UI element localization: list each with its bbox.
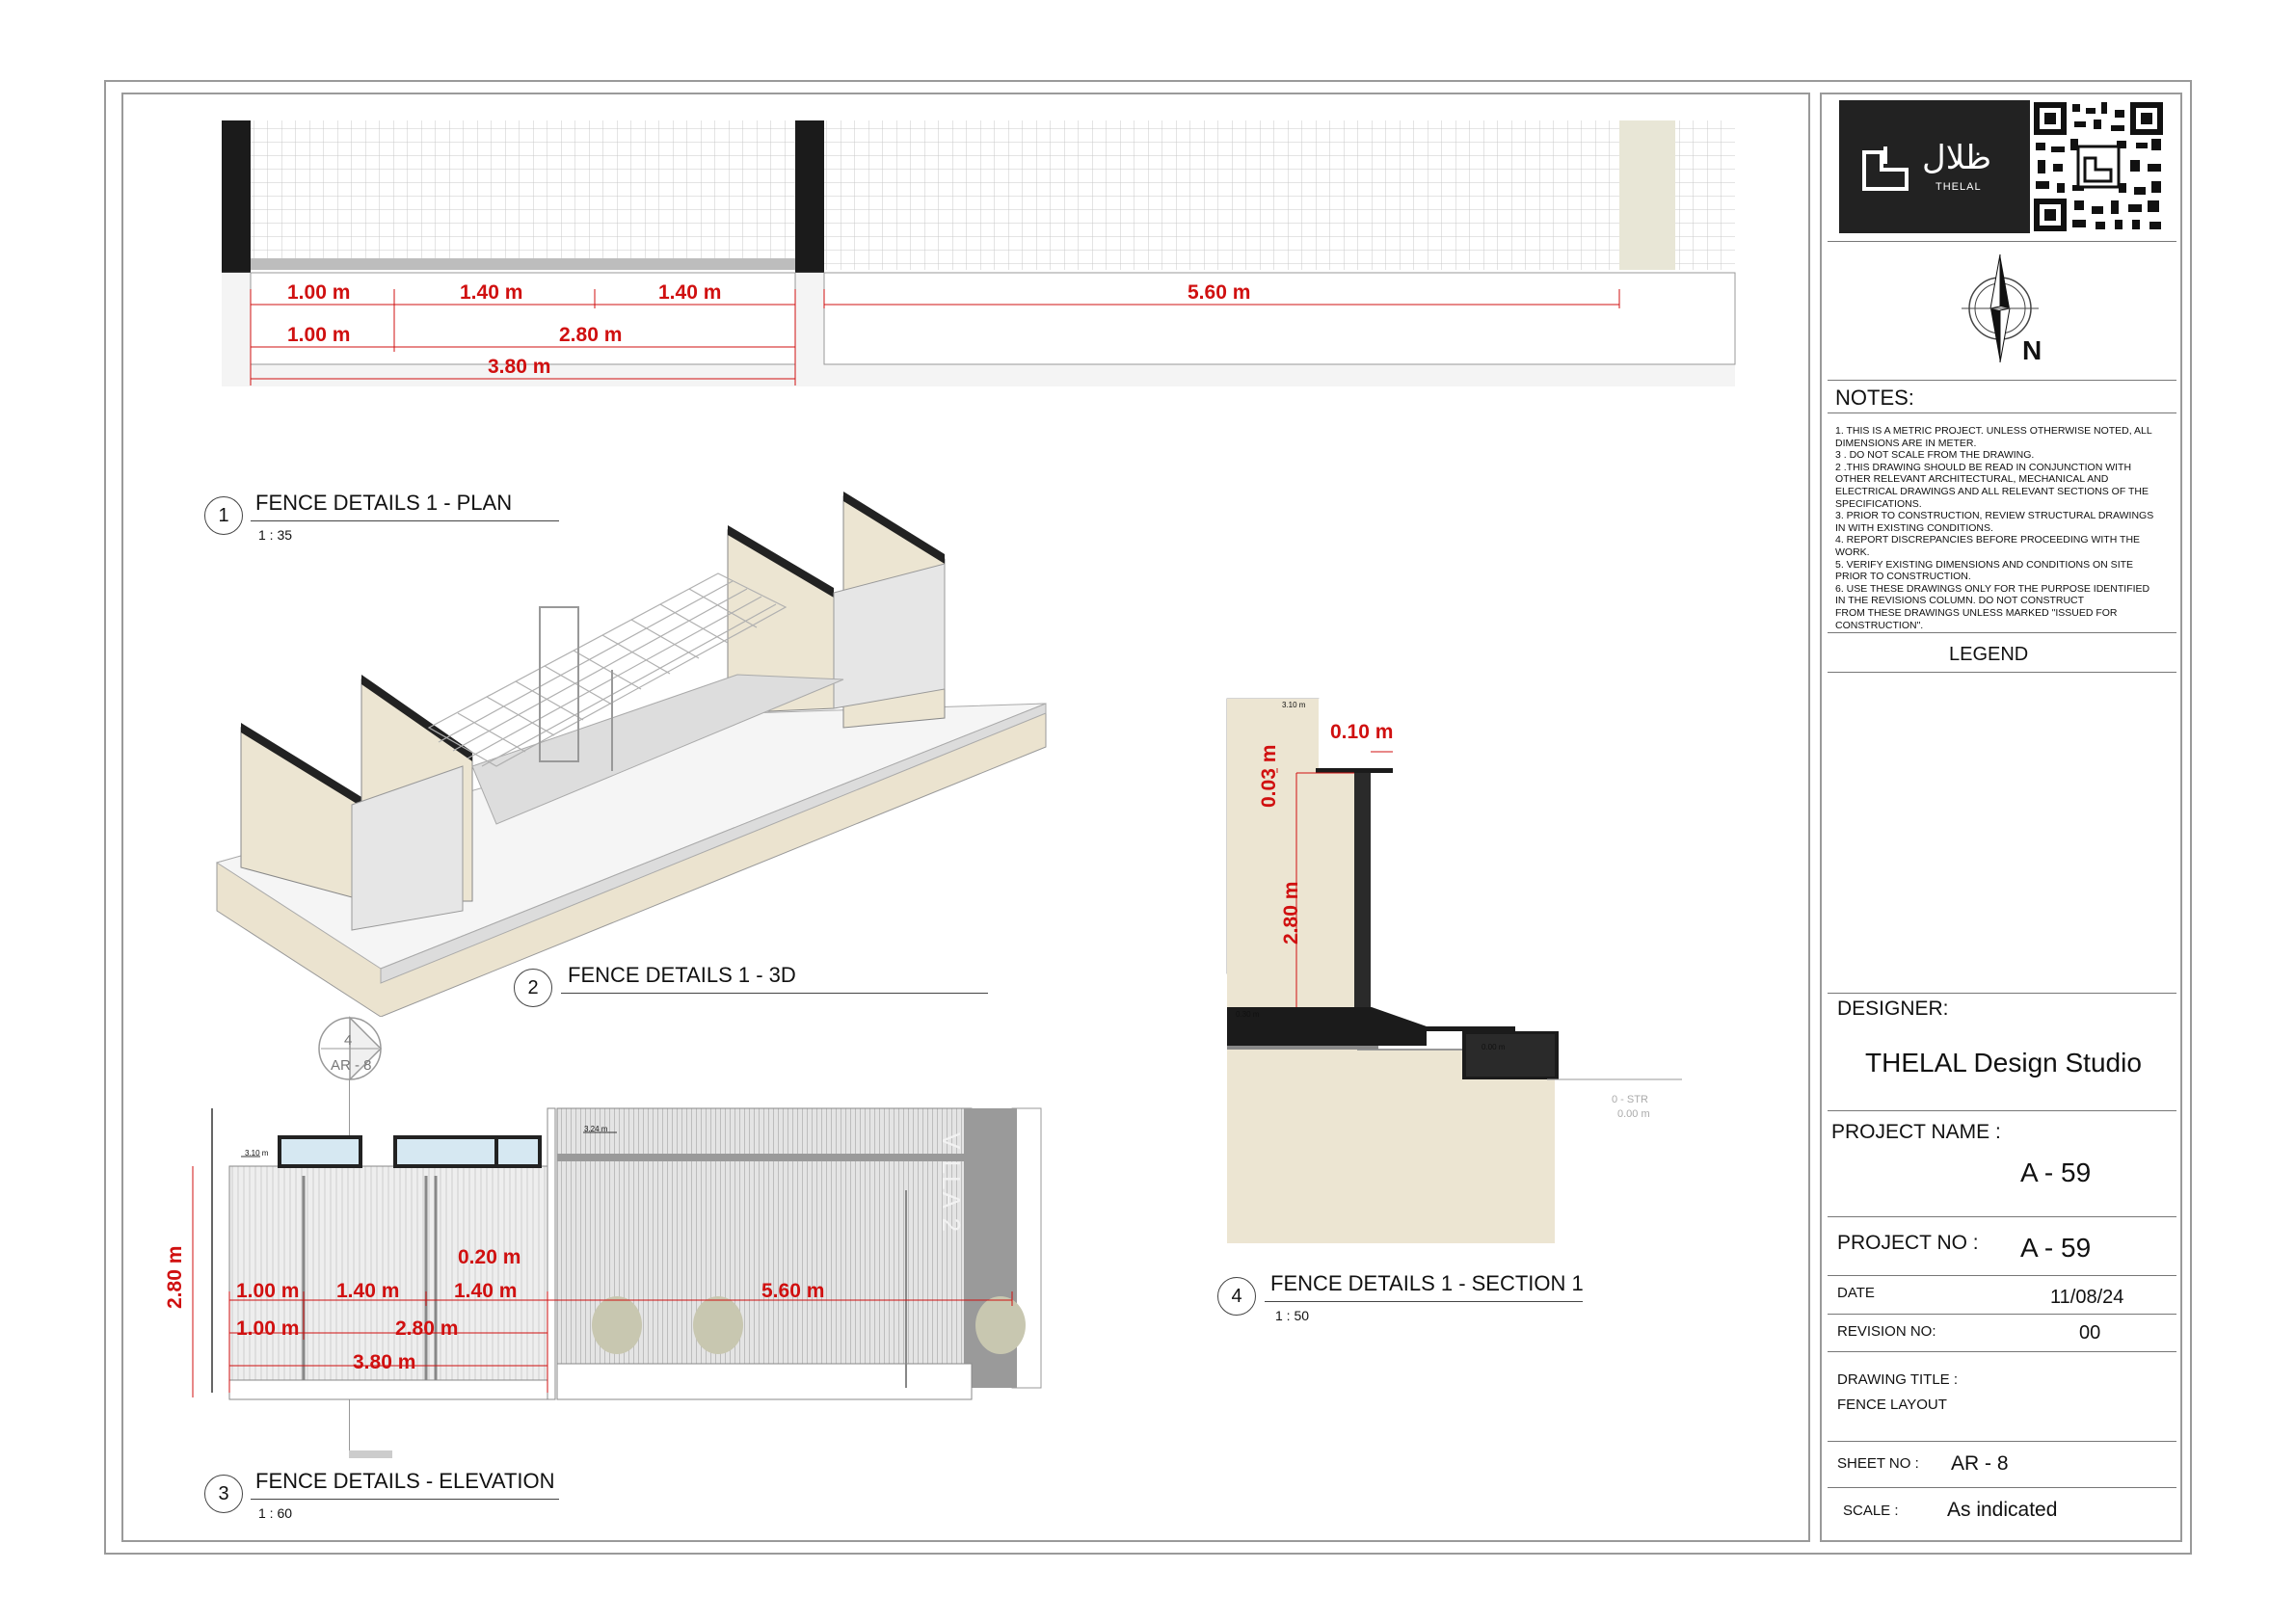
view-3-number: 3 [204,1475,243,1513]
section-level-base: 0.30 m [1236,1010,1260,1019]
section-str-value: 0.00 m [1617,1108,1650,1120]
elevation-dim-2: 1.40 m [336,1280,400,1302]
sheet-no-value: AR - 8 [1951,1452,2009,1475]
elevation-dim-4: 5.60 m [761,1280,825,1302]
elevation-height-dim: 2.80 m [164,1245,186,1309]
project-no-label: PROJECT NO : [1837,1232,1979,1254]
notes-heading: NOTES: [1835,386,1914,410]
elevation-dim-6: 2.80 m [395,1317,459,1340]
revision-label: REVISION NO: [1837,1323,1936,1340]
plan-dim-7: 3.80 m [488,356,551,378]
elevation-dim-1: 1.00 m [236,1280,300,1302]
elevation-gap-dim: 0.20 m [458,1246,521,1268]
plan-dim-4: 5.60 m [1188,281,1251,304]
logo-latin: THELAL [1936,181,1982,193]
sheet-no-label: SHEET NO : [1837,1455,1919,1472]
plan-dim-1: 1.00 m [287,281,351,304]
plan-column-left [222,120,251,273]
logo-arabic: ظلال [1922,139,1992,177]
section-level-top: 3.10 m [1282,701,1306,709]
elevation-dim-5: 1.00 m [236,1317,300,1340]
view-1-title: FENCE DETAILS 1 - PLAN [255,491,513,515]
scale-value: As indicated [1947,1499,2058,1521]
isometric-3d-drawing [207,477,1055,1017]
view-1-scale: 1 : 35 [258,527,293,543]
plan-dim-5: 1.00 m [287,324,351,346]
qr-code-icon [2032,100,2165,233]
revision-value: 00 [2079,1322,2101,1344]
view-3-scale: 1 : 60 [258,1505,293,1521]
view-1-number: 1 [204,496,243,535]
drawing-title-value: FENCE LAYOUT [1837,1397,1947,1413]
section-drawing [1219,694,1701,1253]
section-cap-dim: 0.03 m [1258,744,1280,808]
elevation-level-right: 3.24 m [584,1125,608,1133]
section-marker-number: 4 [344,1032,353,1049]
project-name-value: A - 59 [2020,1157,2092,1187]
plan-drawing [212,116,1754,472]
elevation-dim-3: 1.40 m [454,1280,518,1302]
project-name-label: PROJECT NAME : [1831,1121,2001,1143]
plan-column-mid [795,120,824,273]
logo [1839,100,2030,233]
section-height-dim: 2.80 m [1280,881,1302,945]
view-4-scale: 1 : 50 [1275,1308,1310,1323]
plan-dim-6: 2.80 m [559,324,623,346]
date-label: DATE [1837,1285,1875,1301]
elevation-dim-7: 3.80 m [353,1351,416,1373]
plan-dim-3: 1.40 m [658,281,722,304]
legend-heading: LEGEND [1949,644,2029,665]
elevation-drawing [183,1104,1051,1431]
section-level-ground: 0.00 m [1482,1043,1506,1051]
view-2-title: FENCE DETAILS 1 - 3D [568,963,796,987]
north-label: N [2022,335,2042,365]
section-str-label: 0 - STR [1612,1094,1648,1105]
drawing-title-label: DRAWING TITLE : [1837,1371,1959,1388]
section-marker-sheet: AR - 8 [331,1057,372,1074]
scale-label: SCALE : [1843,1503,1899,1519]
notes-text: 1. THIS IS A METRIC PROJECT. UNLESS OTHERWISE NOTED, ALL DIMENSIONS ARE IN METER. 3 . DO NOT SCALE FROM THE DRAWING. 2 .THIS DRAWING SHOULD BE READ IN CONJUNCTION WITH OTHER RELEVANT ARCHITECTURAL, MECHANICAL AND ELECTRICAL DRAWINGS AND ALL RELEVANT SECTIONS OF THE SPECIFICATIONS. 3. PRIOR TO CONSTRUCTION, REVIEW STRUCTURAL DRAWINGS IN WITH EXISTING CONDITIONS. 4. REPORT DISCREPANCIES BEFORE PROCEEDING WITH THE WORK. 5. VERIFY EXISTING DIMENSIONS AND CONDITIONS ON SITE PRIOR TO CONSTRUCTION. 6. USE THESE DRAWINGS ONLY FOR THE PURPOSE IDENTIFIED IN THE REVISIONS COLUMN. DO NOT CONSTRUCT FROM THESE DRAWINGS UNLESS MARKED "ISSUED FOR CONSTRUCTION". [1835,425,2154,631]
view-2-number: 2 [514,969,552,1007]
villa-label: V LLA 2 [937,1132,966,1235]
date-value: 11/08/24 [2050,1287,2124,1308]
elevation-level-left: 3.10 m [245,1149,269,1157]
project-no-value: A - 59 [2020,1233,2092,1263]
designer-label: DESIGNER: [1837,998,1949,1020]
logo-mark-icon [1860,143,1910,193]
designer-value: THELAL Design Studio [1865,1048,2142,1078]
section-top-width-dim: 0.10 m [1330,721,1394,743]
view-3-title: FENCE DETAILS - ELEVATION [255,1469,555,1493]
view-4-number: 4 [1217,1277,1256,1316]
plan-dim-2: 1.40 m [460,281,523,304]
section-marker [313,1012,410,1089]
view-4-title: FENCE DETAILS 1 - SECTION 1 [1270,1271,1584,1295]
